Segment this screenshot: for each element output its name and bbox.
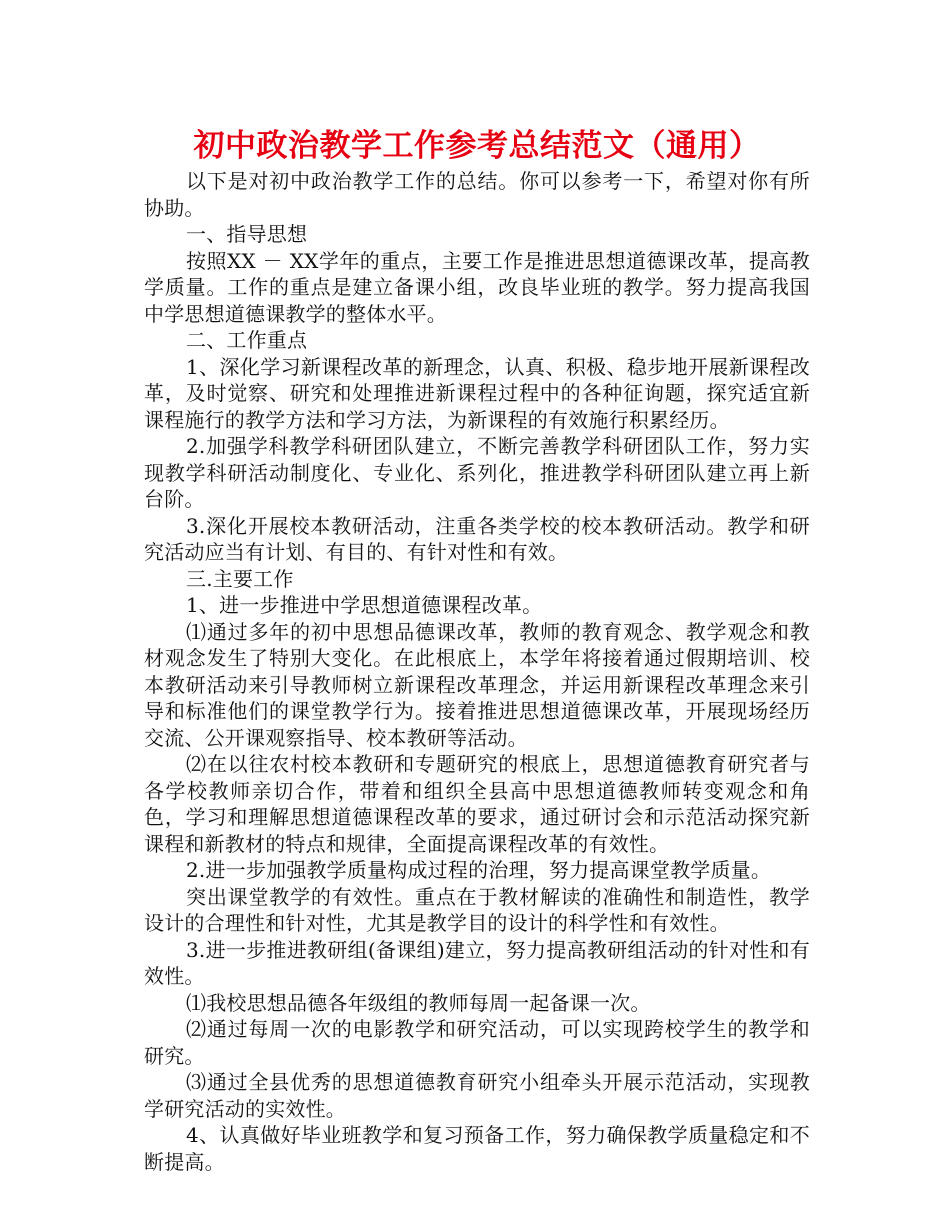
paragraph-focus-3: 3.深化开展校本教研活动，注重各类学校的校本教研活动。教学和研究活动应当有计划、有目的、有针对性和有效。 bbox=[144, 513, 810, 564]
paragraph-main-1-item-2: ⑵在以往农村校本教研和专题研究的根底上，思想道德教育研究者与各学校教师亲切合作，带着和组织全县高中思想道德教师转变观念和角色，学习和理解思想道德课程改革的要求，通过研讨会和示范活动探究新课程和新教材的特点和规律，全面提高课程改革的有效性。 bbox=[144, 752, 810, 856]
paragraph-intro: 以下是对初中政治教学工作的总结。你可以参考一下，希望对你有所协助。 bbox=[144, 169, 810, 220]
paragraph-main-4: 4、认真做好毕业班教学和复习预备工作，努力确保教学质量稳定和不断提高。 bbox=[144, 1123, 810, 1174]
paragraph-focus-2: 2.加强学科教学科研团队建立，不断完善教学科研团队工作，努力实现教学科研活动制度化、专业化、系列化，推进教学科研团队建立再上新台阶。 bbox=[144, 434, 810, 511]
section-heading-guiding-ideology: 一、指导思想 bbox=[186, 222, 308, 246]
paragraph-main-3: 3.进一步推进教研组(备课组)建立，努力提高教研组活动的针对性和有效性。 bbox=[144, 937, 810, 988]
section-heading-main-work: 三.主要工作 bbox=[186, 566, 294, 591]
paragraph-main-1-item-1: ⑴通过多年的初中思想品德课改革，教师的教育观念、教学观念和教材观念发生了特别大变化。在此根底上，本学年将接着通过假期培训、校本教研活动来引导教师树立新课程改革理念，并运用新课程改革理念来引导和标准他们的课堂教学行为。接着推进思想道德课改革，开展现场经历交流、公开课观察指导、校本教研等活动。 bbox=[144, 619, 810, 750]
paragraph-main-3-item-3: ⑶通过全县优秀的思想道德教育研究小组牵头开展示范活动，实现教学研究活动的实效性。 bbox=[144, 1070, 810, 1121]
document-page bbox=[144, 124, 810, 1175]
paragraph-main-1: 1、进一步推进中学思想道德课程改革。 bbox=[186, 593, 543, 617]
paragraph-focus-1: 1、深化学习新课程改革的新理念，认真、积极、稳步地开展新课程改革，及时觉察、研究和处理推进新课程过程中的各种征询题，探究适宜新课程施行的教学方法和学习方法，为新课程的有效施行积累经历。 bbox=[144, 354, 810, 432]
section-heading-work-focus: 二、工作重点 bbox=[186, 328, 308, 352]
paragraph-main-2: 2.进一步加强教学质量构成过程的治理，努力提高课堂教学质量。 bbox=[186, 858, 772, 882]
paragraph-main-3-item-2: ⑵通过每周一次的电影教学和研究活动，可以实现跨校学生的教学和研究。 bbox=[144, 1017, 810, 1068]
paragraph-main-2-detail: 突出课堂教学的有效性。重点在于教材解读的准确性和制造性，教学设计的合理性和针对性，尤其是教学目的设计的科学性和有效性。 bbox=[144, 884, 810, 935]
document-title: 初中政治教学工作参考总结范文（通用） bbox=[193, 128, 761, 164]
paragraph-guiding-ideology: 按照XX － XX学年的重点，主要工作是推进思想道德课改革，提高教学质量。工作的重点是建立备课小组，改良毕业班的教学。努力提高我国中学思想道德课教学的整体水平。 bbox=[144, 248, 810, 326]
paragraph-main-3-item-1: ⑴我校思想品德各年级组的教师每周一起备课一次。 bbox=[186, 990, 651, 1015]
